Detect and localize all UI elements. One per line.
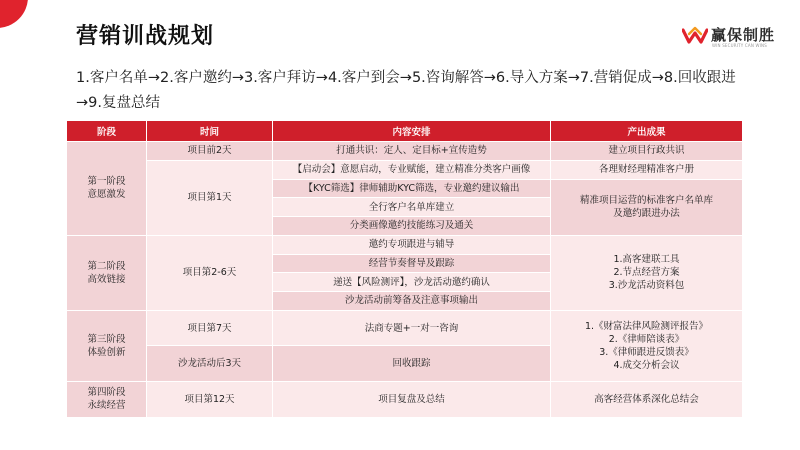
result-line: 3.沙龙活动资料包 bbox=[608, 280, 685, 292]
result-cell: 建立项目行政共识 bbox=[551, 142, 743, 161]
logo-text: 赢保制胜 bbox=[711, 26, 776, 44]
flow-step: 5.咨询解答→ bbox=[411, 70, 496, 86]
logo-icon bbox=[682, 24, 708, 46]
time-cell: 项目前2天 bbox=[147, 142, 273, 161]
content-cell: 沙龙活动前筹备及注意事项输出 bbox=[273, 292, 551, 311]
flow-step: 6.导入方案→ bbox=[495, 70, 580, 86]
brand-logo bbox=[682, 22, 786, 52]
table-row bbox=[67, 235, 743, 254]
result-line: 2.《律师陪谈表》 bbox=[608, 333, 685, 345]
table-row bbox=[67, 310, 743, 346]
result-cell: 各理财经理精准客户册 bbox=[551, 160, 743, 179]
flow-step: 8.回收跟进 bbox=[663, 70, 736, 86]
training-plan-table bbox=[66, 120, 743, 418]
content-cell: 分类画像邀约技能练习及通关 bbox=[273, 217, 551, 236]
flow-step: →9.复盘总结 bbox=[76, 95, 160, 111]
table-row bbox=[67, 381, 743, 417]
flow-step: 4.客户到会→ bbox=[327, 70, 412, 86]
stage-name: 第一阶段 bbox=[87, 176, 126, 188]
content-cell: 回收跟踪 bbox=[273, 346, 551, 382]
time-cell: 项目第2-6天 bbox=[147, 235, 273, 310]
content-cell: 递送【风险测评】，沙龙活动邀约确认 bbox=[273, 273, 551, 292]
result-line: 1.高客建联工具 bbox=[613, 254, 680, 266]
table-row bbox=[67, 142, 743, 161]
content-cell: 打通共识：定人、定目标+宣传造势 bbox=[273, 142, 551, 161]
stage-theme: 体验创新 bbox=[87, 346, 126, 358]
flow-step: 3.客户拜访→ bbox=[243, 70, 328, 86]
flow-step: 1.客户名单→ bbox=[76, 70, 160, 86]
stage-cell bbox=[67, 142, 147, 236]
result-cell bbox=[551, 310, 743, 381]
time-cell: 项目第12天 bbox=[147, 381, 273, 417]
stage-theme: 永续经营 bbox=[87, 400, 126, 412]
stage-name: 第四阶段 bbox=[87, 387, 126, 399]
content-cell: 经营节奏督导及跟踪 bbox=[273, 254, 551, 273]
time-cell: 项目第1天 bbox=[147, 160, 273, 235]
stage-cell bbox=[67, 381, 147, 417]
flow-step: 2.客户邀约→ bbox=[159, 70, 244, 86]
page-title: 营销训战规划 bbox=[76, 24, 215, 49]
time-cell: 沙龙活动后3天 bbox=[147, 346, 273, 382]
stage-theme: 高效链接 bbox=[87, 273, 126, 285]
stage-name: 第二阶段 bbox=[87, 260, 126, 272]
result-cell bbox=[551, 235, 743, 310]
content-cell: 法商专题+一对一咨询 bbox=[273, 310, 551, 346]
time-cell: 项目第7天 bbox=[147, 310, 273, 346]
header-result: 产出成果 bbox=[551, 121, 743, 142]
header-time: 时间 bbox=[147, 121, 273, 142]
stage-name: 第三阶段 bbox=[87, 333, 126, 345]
result-line: 4.成交分析会议 bbox=[613, 359, 680, 371]
header-content: 内容安排 bbox=[273, 121, 551, 142]
content-cell: 项目复盘及总结 bbox=[273, 381, 551, 417]
result-line: 1.《财富法律风险测评报告》 bbox=[584, 320, 709, 332]
result-cell bbox=[551, 179, 743, 235]
content-cell: 【KYC筛选】律师辅助KYC筛选，专业邀约建议输出 bbox=[273, 179, 551, 198]
table-row bbox=[67, 160, 743, 179]
flow-step: 7.营销促成→ bbox=[579, 70, 664, 86]
stage-cell bbox=[67, 235, 147, 310]
content-cell: 【启动会】意愿启动，专业赋能，建立精准分类客户画像 bbox=[273, 160, 551, 179]
content-cell: 邀约专项跟进与辅导 bbox=[273, 235, 551, 254]
content-cell: 全行客户名单库建立 bbox=[273, 198, 551, 217]
stage-theme: 意愿激发 bbox=[87, 189, 126, 201]
result-line: 及邀约跟进办法 bbox=[613, 208, 680, 220]
result-cell: 高客经营体系深化总结会 bbox=[551, 381, 743, 417]
result-line: 2.节点经营方案 bbox=[613, 267, 680, 279]
corner-decoration bbox=[0, 0, 28, 28]
header-stage: 阶段 bbox=[67, 121, 147, 142]
stage-cell bbox=[67, 310, 147, 381]
process-flow bbox=[76, 66, 756, 116]
result-line: 3.《律师跟进反馈表》 bbox=[599, 346, 694, 358]
result-line: 精准项目运营的标准客户名单库 bbox=[579, 195, 713, 207]
table-header-row bbox=[67, 121, 743, 142]
logo-subtext: WIN SECURITY CAN WINS bbox=[712, 43, 767, 48]
